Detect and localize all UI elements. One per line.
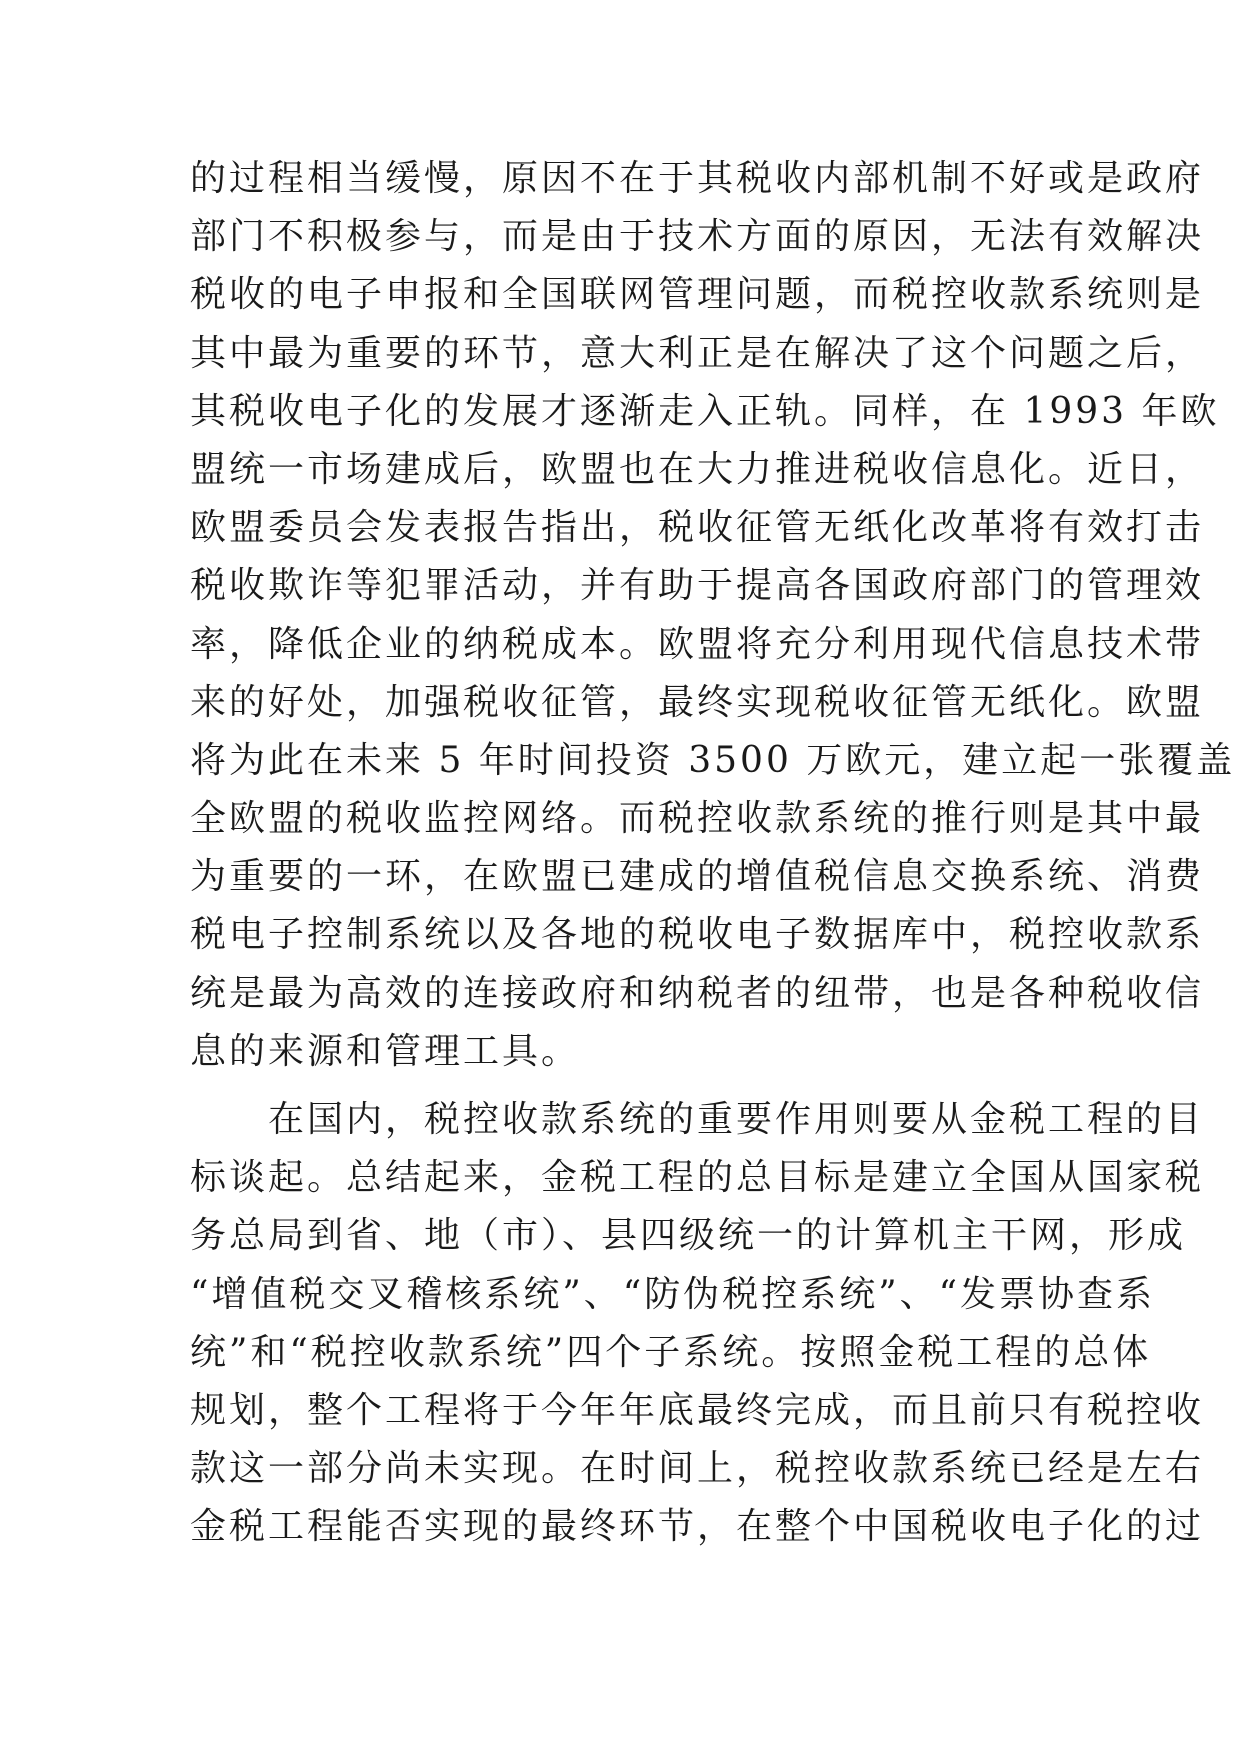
paragraph-1 <box>190 150 1236 1081</box>
text-line: 标谈起。总结起来，金税工程的总目标是建立全国从国家税 <box>190 1157 1205 1199</box>
text-line: 来的好处，加强税收征管，最终实现税收征管无纸化。欧盟 <box>190 681 1205 723</box>
text-line: 其中最为重要的环节，意大利正是在解决了这个问题之后， <box>190 332 1205 374</box>
text-line: 率，降低企业的纳税成本。欧盟将充分利用现代信息技术带 <box>190 623 1205 665</box>
paragraph-2 <box>190 1091 1205 1557</box>
text-line: 税收欺诈等犯罪活动，并有助于提高各国政府部门的管理效 <box>190 565 1205 607</box>
text-line: 在国内，税控收款系统的重要作用则要从金税工程的目 <box>190 1099 1205 1140</box>
text-line: 欧盟委员会发表报告指出，税收征管无纸化改革将有效打击 <box>190 507 1205 549</box>
body-text <box>190 150 1236 1557</box>
text-line: “增值税交叉稽核系统”、“防伪税控系统”、“发票协查系 <box>190 1273 1156 1315</box>
text-line: 盟统一市场建成后，欧盟也在大力推进税收信息化。近日， <box>190 448 1205 490</box>
text-line: 税收的电子申报和全国联网管理问题，而税控收款系统则是 <box>190 274 1205 316</box>
paragraph-spacer <box>190 1081 1070 1091</box>
text-line: 统是最为高效的连接政府和纳税者的纽带，也是各种税收信 <box>190 972 1205 1014</box>
text-line: 务总局到省、地（市）、县四级统一的计算机主干网，形成 <box>190 1215 1187 1257</box>
text-line: 金税工程能否实现的最终环节，在整个中国税收电子化的过 <box>190 1506 1205 1548</box>
text-line: 款这一部分尚未实现。在时间上，税控收款系统已经是左右 <box>190 1448 1205 1490</box>
text-line: 息的来源和管理工具。 <box>190 1030 581 1072</box>
text-line: 税电子控制系统以及各地的税收电子数据库中，税控收款系 <box>190 914 1205 956</box>
text-line: 规划，整个工程将于今年年底最终完成，而且前只有税控收 <box>190 1389 1205 1431</box>
text-line: 的过程相当缓慢，原因不在于其税收内部机制不好或是政府 <box>190 158 1205 199</box>
text-line: 为重要的一环，在欧盟已建成的增值税信息交换系统、消费 <box>190 856 1205 898</box>
text-line: 全欧盟的税收监控网络。而税控收款系统的推行则是其中最 <box>190 798 1205 840</box>
text-line: 统”和“税控收款系统”四个子系统。按照金税工程的总体 <box>190 1331 1152 1373</box>
text-line: 其税收电子化的发展才逐渐走入正轨。同样，在 1993 年欧 <box>190 390 1220 432</box>
text-line: 将为此在未来 5 年时间投资 3500 万欧元，建立起一张覆盖 <box>190 739 1236 781</box>
text-line: 部门不积极参与，而是由于技术方面的原因，无法有效解决 <box>190 216 1205 258</box>
